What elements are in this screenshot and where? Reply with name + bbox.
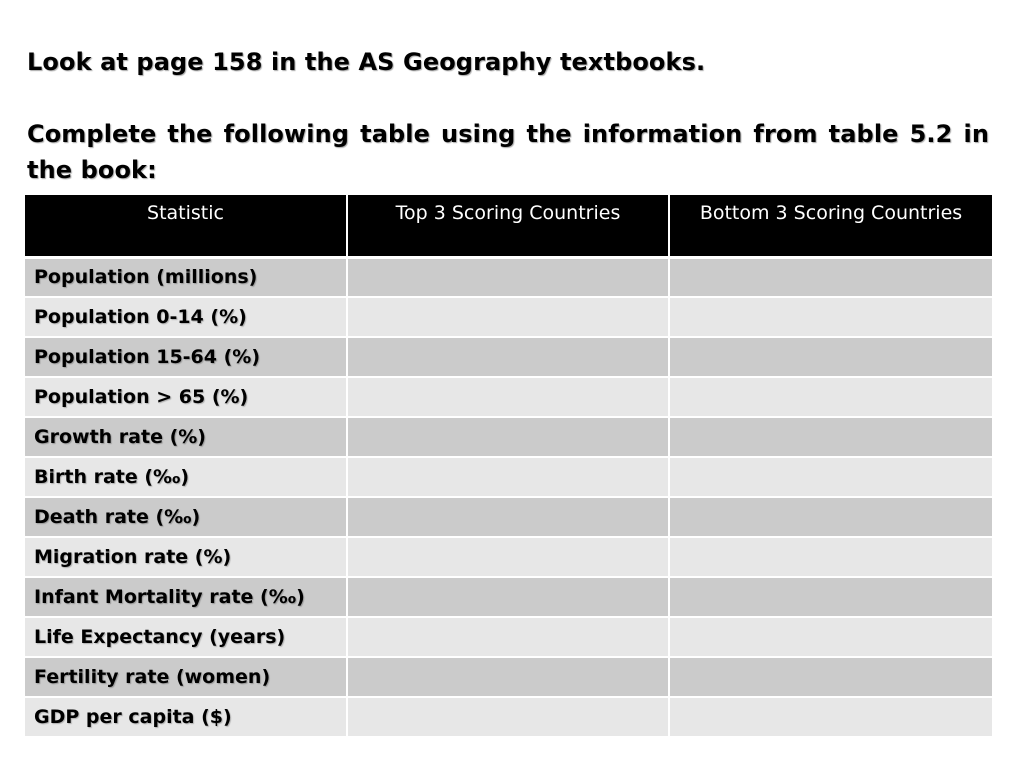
statistic-label: Life Expectancy (years) [25,617,347,657]
top-3-cell[interactable] [347,577,669,617]
table-row [25,337,992,377]
table-row [25,657,992,697]
top-3-cell[interactable] [347,457,669,497]
table-row [25,697,992,737]
table-row [25,457,992,497]
table-row [25,297,992,337]
top-3-cell[interactable] [347,497,669,537]
table-row [25,577,992,617]
top-3-cell[interactable] [347,337,669,377]
statistics-table [25,195,992,738]
instructions [27,44,989,188]
table-header-row [25,195,992,257]
bottom-3-cell[interactable] [669,257,992,297]
header-bottom-3: Bottom 3 Scoring Countries [669,195,992,257]
table-row [25,417,992,457]
statistic-label: Migration rate (%) [25,537,347,577]
top-3-cell[interactable] [347,537,669,577]
bottom-3-cell[interactable] [669,377,992,417]
statistic-label: GDP per capita ($) [25,697,347,737]
bottom-3-cell[interactable] [669,657,992,697]
table-row [25,377,992,417]
bottom-3-cell[interactable] [669,497,992,537]
statistic-label: Population (millions) [25,257,347,297]
top-3-cell[interactable] [347,297,669,337]
instruction-line-2: Complete the following table using the information from table 5.2 in the book: [27,120,989,184]
header-statistic: Statistic [25,195,347,257]
statistic-label: Fertility rate (women) [25,657,347,697]
bottom-3-cell[interactable] [669,617,992,657]
top-3-cell[interactable] [347,257,669,297]
top-3-cell[interactable] [347,377,669,417]
bottom-3-cell[interactable] [669,337,992,377]
statistic-label: Death rate (‰) [25,497,347,537]
table-row [25,537,992,577]
bottom-3-cell[interactable] [669,537,992,577]
header-top-3: Top 3 Scoring Countries [347,195,669,257]
bottom-3-cell[interactable] [669,697,992,737]
top-3-cell[interactable] [347,697,669,737]
table-row [25,257,992,297]
statistic-label: Population 0-14 (%) [25,297,347,337]
statistic-label: Population 15-64 (%) [25,337,347,377]
instruction-line-1: Look at page 158 in the AS Geography textbooks. [27,48,706,76]
top-3-cell[interactable] [347,417,669,457]
top-3-cell[interactable] [347,617,669,657]
table-row [25,497,992,537]
table-row [25,617,992,657]
statistic-label: Infant Mortality rate (‰) [25,577,347,617]
bottom-3-cell[interactable] [669,417,992,457]
bottom-3-cell[interactable] [669,457,992,497]
statistic-label: Growth rate (%) [25,417,347,457]
bottom-3-cell[interactable] [669,577,992,617]
bottom-3-cell[interactable] [669,297,992,337]
top-3-cell[interactable] [347,657,669,697]
statistic-label: Birth rate (‰) [25,457,347,497]
statistic-label: Population > 65 (%) [25,377,347,417]
